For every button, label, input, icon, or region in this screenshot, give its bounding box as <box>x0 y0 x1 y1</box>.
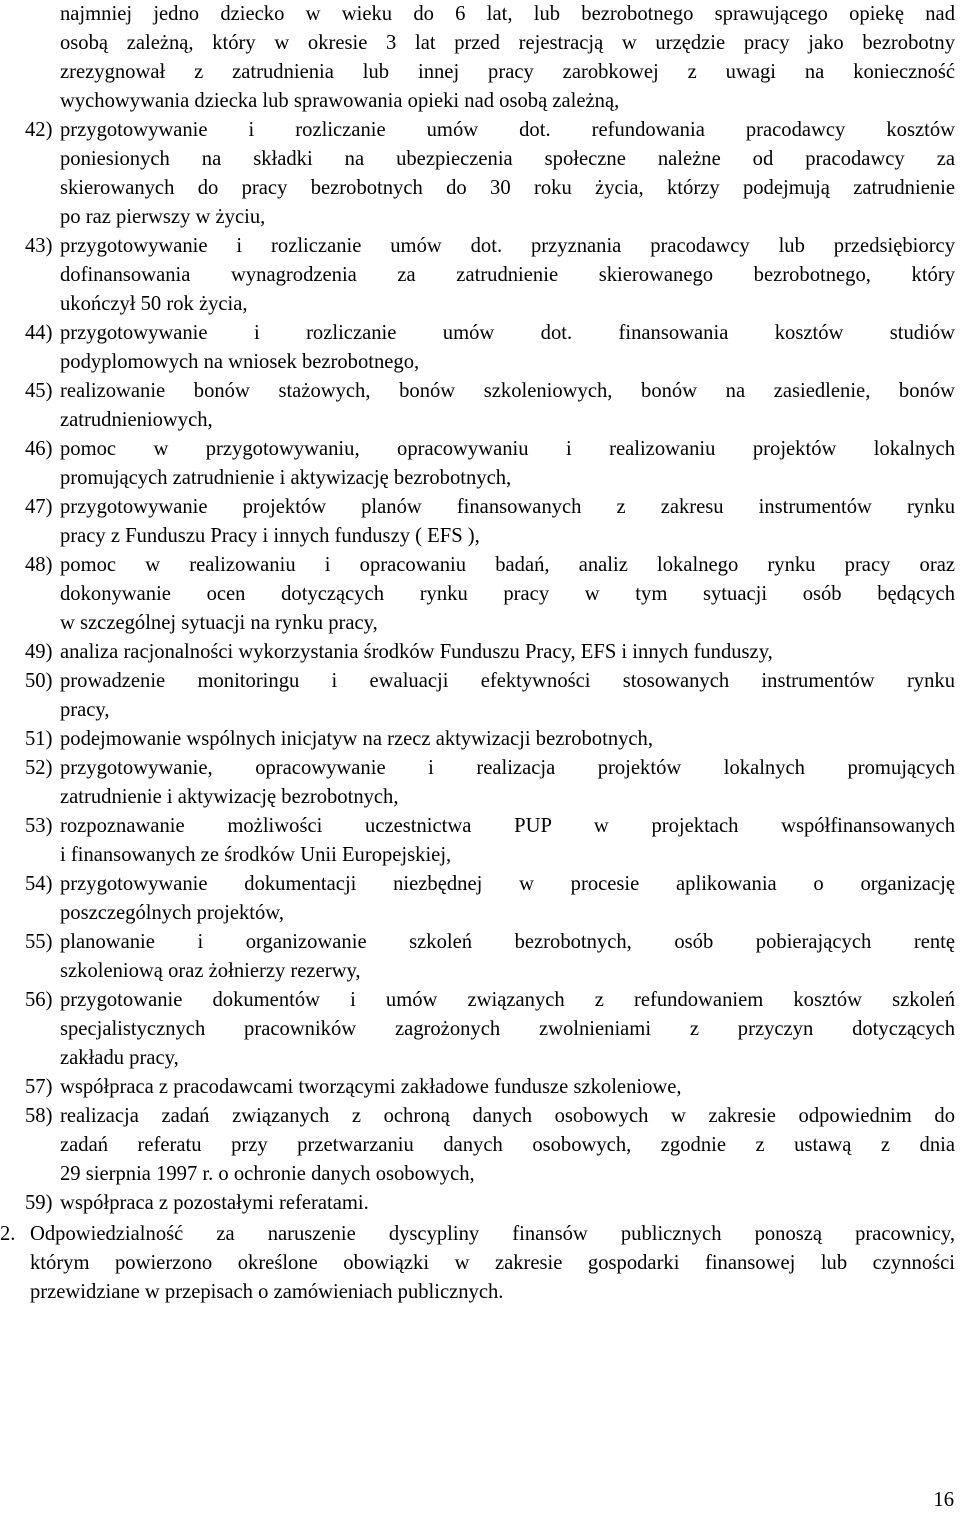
list-item-line: współpraca z pozostałymi referatami. <box>60 1192 369 1214</box>
list-item-number: 52) <box>25 757 53 779</box>
intro-line: najmniej jedno dziecko w wieku do 6 lat, lub bezrobotnego sprawującego opiekę nad <box>60 3 955 25</box>
list-item-line: zadań referatu przy przetwarzaniu danych osobowych, zgodnie z ustawą z dnia <box>60 1134 955 1156</box>
point-line: którym powierzono określone obowiązki w zakresie gospodarki finansowej lub czynności <box>30 1252 955 1274</box>
list-item-line: 29 sierpnia 1997 r. o ochronie danych osobowych, <box>60 1163 475 1185</box>
list-item-line: przygotowywanie i rozliczanie umów dot. przyznania pracodawcy lub przedsiębiorcy <box>60 235 955 257</box>
list-item-line: przygotowywanie i rozliczanie umów dot. finansowania kosztów studiów <box>60 322 955 344</box>
list-item-line: rozpoznawanie możliwości uczestnictwa PUP w projektach współfinansowanych <box>60 815 955 837</box>
list-item-line: przygotowywanie, opracowywanie i realizacja projektów lokalnych promujących <box>60 757 955 779</box>
page-number: 16 <box>933 1489 954 1511</box>
list-item-line: dofinansowania wynagrodzenia za zatrudnienie skierowanego bezrobotnego, który <box>60 264 955 286</box>
list-item-line: zatrudnieniowych, <box>60 409 213 431</box>
point-line: Odpowiedzialność za naruszenie dyscypliny finansów publicznych ponoszą pracownicy, <box>30 1223 955 1245</box>
list-item-line: planowanie i organizowanie szkoleń bezrobotnych, osób pobierających rentę <box>60 931 955 953</box>
list-item-line: specjalistycznych pracowników zagrożonych zwolnieniami z przyczyn dotyczących <box>60 1018 955 1040</box>
list-item-line: podyplomowych na wniosek bezrobotnego, <box>60 351 420 373</box>
list-item-line: pomoc w realizowaniu i opracowaniu badań, analiz lokalnego rynku pracy oraz <box>60 554 955 576</box>
list-item-number: 54) <box>25 873 53 895</box>
list-item-line: prowadzenie monitoringu i ewaluacji efektywności stosowanych instrumentów rynku <box>60 670 955 692</box>
list-item-number: 53) <box>25 815 53 837</box>
list-item-line: szkoleniową oraz żołnierzy rezerwy, <box>60 960 361 982</box>
list-item-number: 45) <box>25 380 53 402</box>
list-item-line: zatrudnienie i aktywizację bezrobotnych, <box>60 786 399 808</box>
list-item-line: skierowanych do pracy bezrobotnych do 30 roku życia, którzy podejmują zatrudnienie <box>60 177 955 199</box>
list-item-number: 43) <box>25 235 53 257</box>
list-item-number: 42) <box>25 119 53 141</box>
list-item-number: 47) <box>25 496 53 518</box>
list-item-line: podejmowanie wspólnych inicjatyw na rzecz aktywizacji bezrobotnych, <box>60 728 653 750</box>
list-item-line: przygotowywanie i rozliczanie umów dot. refundowania pracodawcy kosztów <box>60 119 955 141</box>
list-item-number: 58) <box>25 1105 53 1127</box>
list-item-number: 59) <box>25 1192 53 1214</box>
list-item-line: pracy, <box>60 699 110 721</box>
intro-line: wychowywania dziecka lub sprawowania opieki nad osobą zależną, <box>60 90 620 112</box>
list-item-number: 56) <box>25 989 53 1011</box>
point-number: 2. <box>0 1223 16 1245</box>
list-item-number: 57) <box>25 1076 53 1098</box>
list-item-number: 50) <box>25 670 53 692</box>
list-item-line: w szczególnej sytuacji na rynku pracy, <box>60 612 378 634</box>
intro-line: osobą zależną, który w okresie 3 lat przed rejestracją w urzędzie pracy jako bezrobotny <box>60 32 955 54</box>
list-item-line: dokonywanie ocen dotyczących rynku pracy w tym sytuacji osób będących <box>60 583 955 605</box>
list-item-line: poniesionych na składki na ubezpieczenia społeczne należne od pracodawcy za <box>60 148 955 170</box>
list-item-line: i finansowanych ze środków Unii Europejskiej, <box>60 844 452 866</box>
list-item-number: 49) <box>25 641 53 663</box>
list-item-number: 55) <box>25 931 53 953</box>
list-item-line: realizowanie bonów stażowych, bonów szkoleniowych, bonów na zasiedlenie, bonów <box>60 380 955 402</box>
list-item-line: przygotowanie dokumentów i umów związanych z refundowaniem kosztów szkoleń <box>60 989 955 1011</box>
point-line: przewidziane w przepisach o zamówieniach publicznych. <box>30 1281 504 1303</box>
list-item-line: analiza racjonalności wykorzystania środków Funduszu Pracy, EFS i innych funduszy, <box>60 641 773 663</box>
list-item-line: pomoc w przygotowywaniu, opracowywaniu i realizowaniu projektów lokalnych <box>60 438 955 460</box>
list-item-line: poszczególnych projektów, <box>60 902 284 924</box>
list-item-line: przygotowywanie dokumentacji niezbędnej w procesie aplikowania o organizację <box>60 873 955 895</box>
intro-line: zrezygnował z zatrudnienia lub innej pracy zarobkowej z uwagi na konieczność <box>60 61 955 83</box>
list-item-number: 44) <box>25 322 53 344</box>
list-item-line: zakładu pracy, <box>60 1047 179 1069</box>
list-item-number: 48) <box>25 554 53 576</box>
list-item-line: pracy z Funduszu Pracy i innych funduszy ( EFS ), <box>60 525 480 547</box>
list-item-number: 46) <box>25 438 53 460</box>
list-item-line: ukończył 50 rok życia, <box>60 293 248 315</box>
list-item-line: promujących zatrudnienie i aktywizację bezrobotnych, <box>60 467 512 489</box>
list-item-line: po raz pierwszy w życiu, <box>60 206 266 228</box>
list-item-number: 51) <box>25 728 53 750</box>
list-item-line: przygotowywanie projektów planów finansowanych z zakresu instrumentów rynku <box>60 496 955 518</box>
list-item-line: współpraca z pracodawcami tworzącymi zakładowe fundusze szkoleniowe, <box>60 1076 682 1098</box>
list-item-line: realizacja zadań związanych z ochroną danych osobowych w zakresie odpowiednim do <box>60 1105 955 1127</box>
